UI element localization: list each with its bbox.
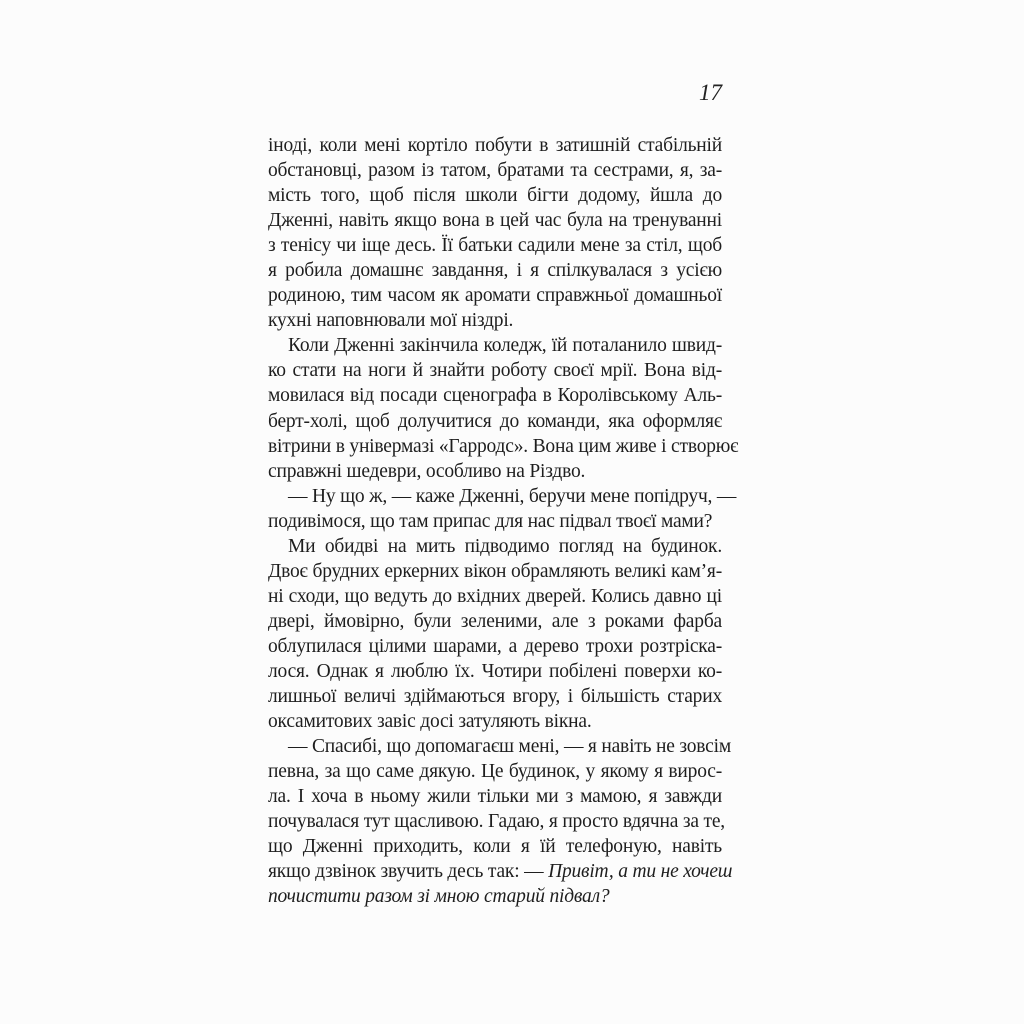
text-segment: родиною, тим часом як аромати справжньої домашньої (268, 285, 722, 307)
text-segment: Двоє брудних еркерних вікон обрамляють великі кам’я- (268, 560, 722, 582)
text-line (268, 133, 722, 158)
text-segment: Ми обидві на мить підводимо погляд на будинок. (288, 535, 722, 557)
page-number: 17 (699, 80, 722, 105)
text-line (268, 609, 722, 634)
text-segment: двері, ймовірно, були зеленими, але з роками фарба (268, 610, 722, 632)
text-segment: мовилася від посади сценографа в Королівському Аль- (268, 385, 722, 407)
text-segment: ні сходи, що ведуть до вхідних дверей. Колись давно ці (268, 585, 722, 607)
text-line (268, 884, 722, 909)
text-line (268, 759, 722, 784)
text-line (268, 834, 722, 859)
text-line (268, 358, 722, 383)
text-line (268, 734, 731, 759)
text-segment: вітрини в універмазі «Гарродс». Вона цим живе і створює (268, 435, 739, 457)
text-segment: лося. Однак я люблю їх. Чотири побілені поверхи ко- (268, 660, 722, 682)
text-line (268, 684, 722, 709)
text-line (268, 559, 722, 584)
text-line (268, 208, 722, 233)
text-segment: кухні наповнювали мої ніздрі. (268, 310, 514, 332)
text-segment: лишньої величі здіймаються вгору, і більшість старих (268, 686, 722, 708)
text-segment: ла. І хоча в ньому жили тільки ми з мамою, я завжди (268, 786, 722, 808)
text-line (268, 709, 722, 734)
text-segment-italic: почистити разом зі мною старий підвал? (268, 886, 610, 908)
text-segment: якщо дзвінок звучить десь так: — (268, 861, 549, 883)
text-line (268, 509, 722, 534)
text-line (268, 283, 722, 308)
text-line (268, 534, 722, 559)
text-line (268, 459, 722, 484)
text-segment: я робила домашнє завдання, і я спілкувалася з усією (268, 260, 722, 282)
text-segment: оксамитових завіс досі затуляють вікна. (268, 711, 592, 733)
page-text (268, 133, 739, 909)
text-line (268, 409, 722, 434)
text-segment: з тенісу чи іще десь. Її батьки садили мене за стіл, щоб (268, 235, 722, 257)
text-line (268, 333, 722, 358)
text-line (268, 484, 737, 509)
text-line (268, 634, 722, 659)
text-segment: іноді, коли мені кортіло побути в затишній стабільній (268, 135, 722, 156)
text-segment: обстановці, разом із татом, братами та сестрами, я, за- (268, 160, 722, 182)
text-segment: подивімося, що там припас для нас підвал твоєї мами? (268, 510, 713, 532)
text-segment: — Спасибі, що допомагаєш мені, — я навіть не зовсім (288, 736, 731, 758)
text-segment: облупилася цілими шарами, а дерево трохи розтріска- (268, 635, 722, 657)
text-segment: справжні шедеври, особливо на Різдво. (268, 460, 586, 482)
text-segment: певна, за що саме дякую. Це будинок, у якому я вирос- (268, 761, 722, 783)
text-line (268, 308, 722, 333)
text-line (268, 584, 722, 609)
text-segment: почувалася тут щасливою. Гадаю, я просто вдячна за те, (268, 811, 725, 833)
text-segment: ко стати на ноги й знайти роботу своєї мрії. Вона від- (268, 360, 722, 382)
text-line (268, 659, 722, 684)
text-segment: Коли Дженні закінчила коледж, їй поталанило швид- (288, 335, 722, 357)
text-line (268, 859, 733, 884)
text-segment: берт-холі, щоб долучитися до команди, яка оформляє (268, 410, 722, 432)
text-line (268, 233, 722, 258)
text-line (268, 258, 722, 283)
text-line (268, 784, 722, 809)
text-line (268, 809, 725, 834)
text-segment-italic: Привіт, а ти не хочеш (548, 861, 733, 883)
text-line (268, 434, 739, 459)
text-segment: що Дженні приходить, коли я їй телефоную, навіть (268, 836, 722, 858)
text-line (268, 183, 722, 208)
text-segment: — Ну що ж, — каже Дженні, беручи мене попідруч, — (288, 485, 737, 507)
text-line (268, 158, 722, 183)
text-segment: мість того, щоб після школи бігти додому, йшла до (268, 185, 722, 207)
text-line (268, 383, 722, 408)
text-segment: Дженні, навіть якщо вона в цей час була на тренуванні (268, 210, 722, 232)
